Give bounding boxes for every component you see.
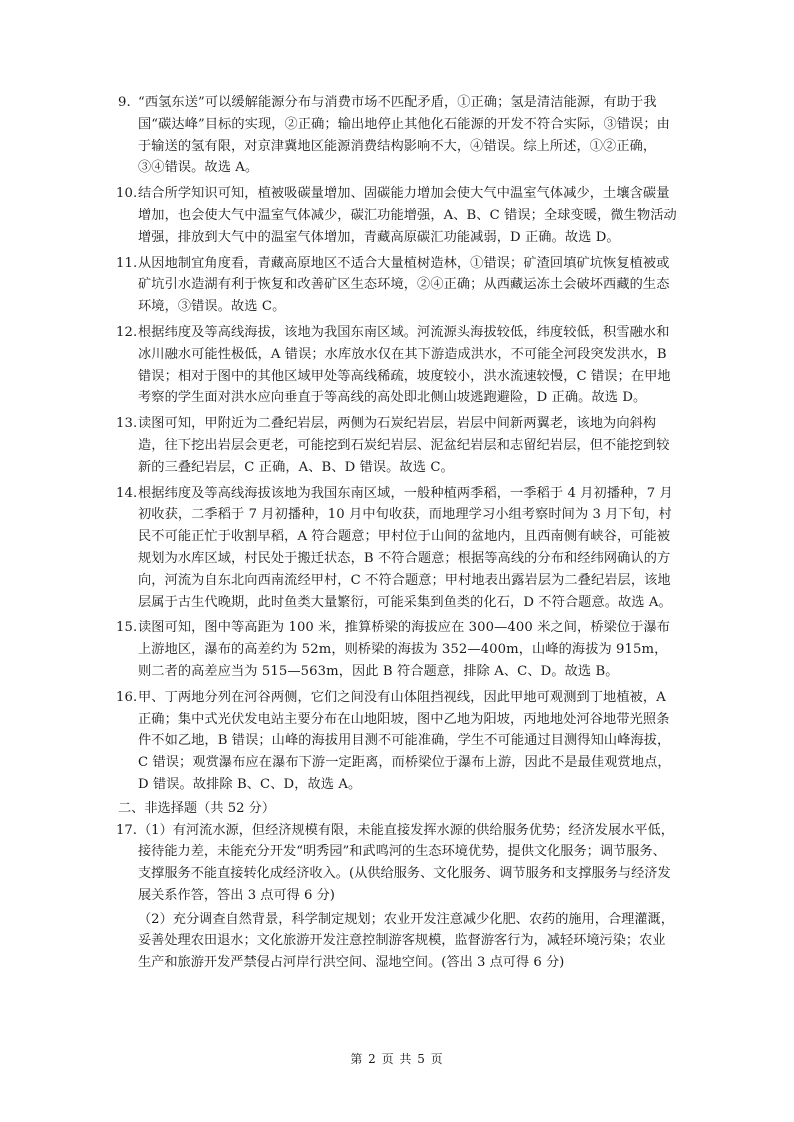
answer-item-14	[118, 483, 678, 614]
answer-item-16	[118, 687, 678, 796]
answer-item-17	[118, 820, 678, 975]
answer-number: 12.	[116, 324, 138, 340]
answer-text: 甲、丁两地分列在河谷两侧，它们之间没有山体阻挡视线，因此甲地可观测到丁地植被，A 正确；集中式光伏发电站主要分布在山地阳坡，图中乙地为阳坡，丙地地处河谷地带光照条件不如乙地，B 错误；山峰的海拔用目测不可能准确，学生不可能通过目测得知山峰海拔，C 错误；观赏瀑布应在瀑布下游一定距离，而桥梁位于瀑布上游，因此不是最佳观赏地点，D 错误。故排除 B、C、D，故选 A。	[138, 689, 671, 792]
answer-part-2: （2）充分调查自然背景，科学制定规划；农业开发注意减少化肥、农药的施用，合理灌溉，妥善处理农田退水；文化旅游开发注意控制游客规模，监督游客行为，减轻环境污染；农业生产和旅游开发严禁侵占河岸行洪空间、湿地空间。(答出 3 点可得 6 分)	[138, 911, 674, 971]
answer-number: 10.	[116, 186, 138, 202]
answer-number: 11.	[116, 255, 138, 271]
answer-text: 根据纬度及等高线海拔，该地为我国东南区域。河流源头海拔较低，纬度较低，积雪融水和冰川融水可能性极低，A 错误；水库放水仅在其下游造成洪水，不可能全河段突发洪水，B 错误；相对于图中的其他区域甲处等高线稀疏，坡度较小，洪水流速较慢，C 错误；在甲地考察的学生面对洪水应向垂直于等高线的高处即北侧山坡逃跑避险，D 正确。故选 D。	[138, 324, 671, 406]
answer-content	[118, 92, 678, 974]
answer-part-1: （1）有河流水源，但经济规模有限，未能直接发挥水源的供给服务优势；经济发展水平低，接待能力差，未能充分开发“明秀园”和武鸣河的生态环境优势，提供文化服务；调节服务、支撑服务不能直接转化成经济收入。(从供给服务、文化服务、调节服务和支撑服务与经济发展关系作答，答出 3 点可得 6 分)	[138, 822, 674, 903]
answer-item-13	[118, 413, 678, 478]
answer-text: 根据纬度及等高线海拔该地为我国东南区域，一般种植两季稻，一季稻于 4 月初播种，7 月初收获，二季稻于 7 月初播种，10 月中旬收获，而地理学习小组考察时间为 3 月下旬，村民不可能正忙于收割早稻，A 符合题意；甲村位于山间的盆地内，且西南侧有峡谷，可能被规划为水库区域，村民处于搬迁状态，B 不符合题意；根据等高线的分布和经纬网确认的方向，河流为自东北向西南流经甲村，C 不符合题意；甲村地表出露岩层为二叠纪岩层，该地层属于古生代晚期，此时鱼类大量繁衍，可能采集到鱼类的化石，D 不符合题意。故选 A。	[138, 485, 673, 610]
answer-item-9	[118, 92, 678, 179]
answer-text: 从因地制宜角度看，青藏高原地区不适合大量植树造林，①错误；矿渣回填矿坑恢复植被或矿坑引水造湖有利于恢复和改善矿区生态环境，②④正确；从西藏运冻土会破坏西藏的生态环境，③错误。故选 C。	[138, 255, 670, 315]
answer-number: 17.	[116, 822, 137, 838]
answer-item-15	[118, 617, 678, 682]
answer-text: 读图可知，图中等高距为 100 米，推算桥梁的海拔应在 300—400 米之间，桥梁位于瀑布上游地区，瀑布的高差约为 52m，则桥梁的海拔为 352—400m，山峰的海拔为 915m，则二者的高差应当为 515—563m，因此 B 符合题意，排除 A、C、D。故选 B。	[138, 620, 671, 679]
answer-number: 13.	[116, 416, 138, 432]
answer-number: 16.	[116, 689, 138, 705]
section-title: 二、非选择题（共 52 分）	[118, 800, 276, 816]
answer-number: 15.	[116, 620, 138, 636]
answer-text: 读图可知，甲附近为二叠纪岩层，两侧为石炭纪岩层，岩层中间新两翼老，该地为向斜构造，往下挖出岩层会更老，可能挖到石炭纪岩层、泥盆纪岩层和志留纪岩层，但不能挖到较新的三叠纪岩层，C 正确，A、B、D 错误。故选 C。	[138, 416, 670, 475]
answer-item-11	[118, 253, 678, 318]
answer-item-12	[118, 322, 678, 409]
answer-number: 14.	[116, 485, 138, 501]
answer-item-10	[118, 183, 678, 248]
answer-number: 9.	[118, 95, 131, 110]
answer-text: “西氢东送”可以缓解能源分布与消费市场不匹配矛盾，①正确；氢是清洁能源，有助于我国“碳达峰”目标的实现，②正确；输出地停止其他化石能源的开发不符合实际，③错误；由于输送的氢有限，对京津冀地区能源消费结构影响不大，④错误。综上所述，①②正确，③④错误。故选 A。	[138, 95, 670, 176]
page-footer: 第 2 页 共 5 页	[350, 1052, 444, 1066]
answer-text: 结合所学知识可知，植被吸碳量增加、固碳能力增加会使大气中温室气体减少，土壤含碳量增加，也会使大气中温室气体减少，碳汇功能增强，A、B、C 错误；全球变暖，微生物活动增强，排放到大气中的温室气体增加，青藏高原碳汇功能减弱，D 正确。故选 D。	[138, 186, 677, 245]
